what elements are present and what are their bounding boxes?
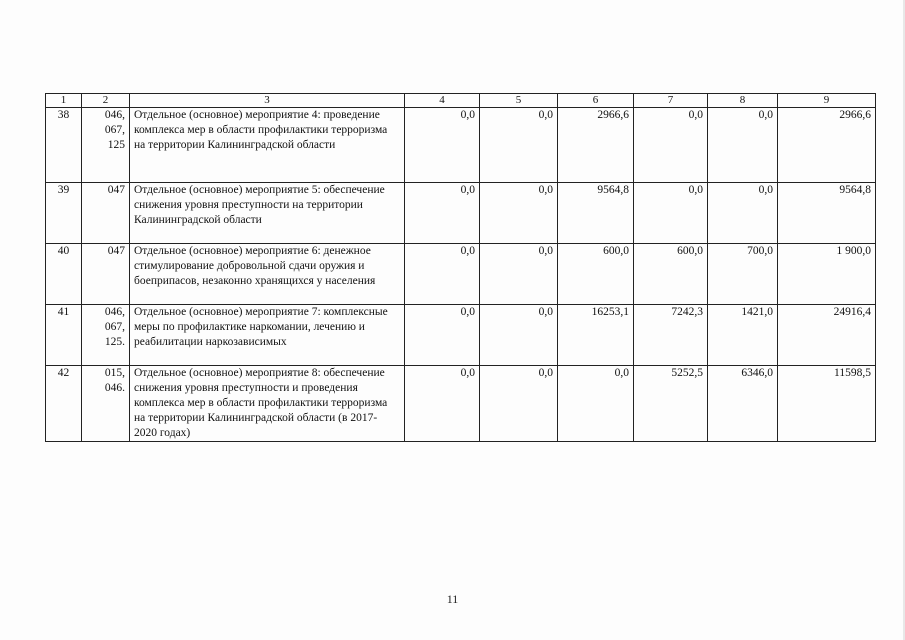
value-col-8: 0,0 — [708, 183, 778, 244]
value-col-5: 0,0 — [480, 108, 558, 183]
value-col-9: 1 900,0 — [778, 244, 876, 305]
value-col-4: 0,0 — [405, 366, 480, 442]
measure-name: Отдельное (основное) мероприятие 5: обеспечение снижения уровня преступности на территории Калининградской области — [130, 183, 405, 244]
value-col-7: 5252,5 — [634, 366, 708, 442]
measure-name: Отдельное (основное) мероприятие 7: комплексные меры по профилактике наркомании, лечению и реабилитации наркозависимых — [130, 305, 405, 366]
table-row — [46, 244, 876, 305]
value-col-6: 9564,8 — [558, 183, 634, 244]
column-header-2: 2 — [82, 94, 130, 108]
value-col-5: 0,0 — [480, 183, 558, 244]
value-col-5: 0,0 — [480, 305, 558, 366]
column-header-7: 7 — [634, 94, 708, 108]
value-col-5: 0,0 — [480, 244, 558, 305]
row-number: 39 — [46, 183, 82, 244]
row-number: 40 — [46, 244, 82, 305]
value-col-6: 0,0 — [558, 366, 634, 442]
column-header-6: 6 — [558, 94, 634, 108]
value-col-9: 11598,5 — [778, 366, 876, 442]
value-col-8: 0,0 — [708, 108, 778, 183]
value-col-7: 600,0 — [634, 244, 708, 305]
value-col-5: 0,0 — [480, 366, 558, 442]
value-col-7: 0,0 — [634, 108, 708, 183]
measure-name: Отдельное (основное) мероприятие 6: денежное стимулирование добровольной сдачи оружия и боеприпасов, незаконно хранящихся у населения — [130, 244, 405, 305]
table-row — [46, 108, 876, 183]
budget-table — [45, 93, 876, 442]
value-col-9: 9564,8 — [778, 183, 876, 244]
value-col-8: 1421,0 — [708, 305, 778, 366]
table-row — [46, 366, 876, 442]
value-col-4: 0,0 — [405, 305, 480, 366]
value-col-7: 0,0 — [634, 183, 708, 244]
value-col-4: 0,0 — [405, 108, 480, 183]
column-header-5: 5 — [480, 94, 558, 108]
value-col-9: 2966,6 — [778, 108, 876, 183]
table-row — [46, 183, 876, 244]
table-row — [46, 305, 876, 366]
page-number: 11 — [446, 592, 459, 606]
measure-name: Отдельное (основное) мероприятие 8: обеспечение снижения уровня преступности и проведения комплекса мер в области профилактики терроризма на территории Калининградской области (в 2017-2020 годах) — [130, 366, 405, 442]
value-col-8: 6346,0 — [708, 366, 778, 442]
row-number: 42 — [46, 366, 82, 442]
value-col-4: 0,0 — [405, 244, 480, 305]
column-header-8: 8 — [708, 94, 778, 108]
budget-code: 046, 067, 125 — [82, 108, 130, 183]
header-row — [46, 94, 876, 108]
budget-code: 047 — [82, 244, 130, 305]
measure-name: Отдельное (основное) мероприятие 4: проведение комплекса мер в области профилактики терроризма на территории Калининградской области — [130, 108, 405, 183]
column-header-9: 9 — [778, 94, 876, 108]
column-header-3: 3 — [130, 94, 405, 108]
column-header-1: 1 — [46, 94, 82, 108]
budget-code: 047 — [82, 183, 130, 244]
budget-code: 046, 067, 125. — [82, 305, 130, 366]
column-header-4: 4 — [405, 94, 480, 108]
value-col-6: 600,0 — [558, 244, 634, 305]
value-col-8: 700,0 — [708, 244, 778, 305]
row-number: 38 — [46, 108, 82, 183]
value-col-6: 16253,1 — [558, 305, 634, 366]
value-col-4: 0,0 — [405, 183, 480, 244]
value-col-9: 24916,4 — [778, 305, 876, 366]
budget-code: 015, 046. — [82, 366, 130, 442]
row-number: 41 — [46, 305, 82, 366]
value-col-6: 2966,6 — [558, 108, 634, 183]
value-col-7: 7242,3 — [634, 305, 708, 366]
